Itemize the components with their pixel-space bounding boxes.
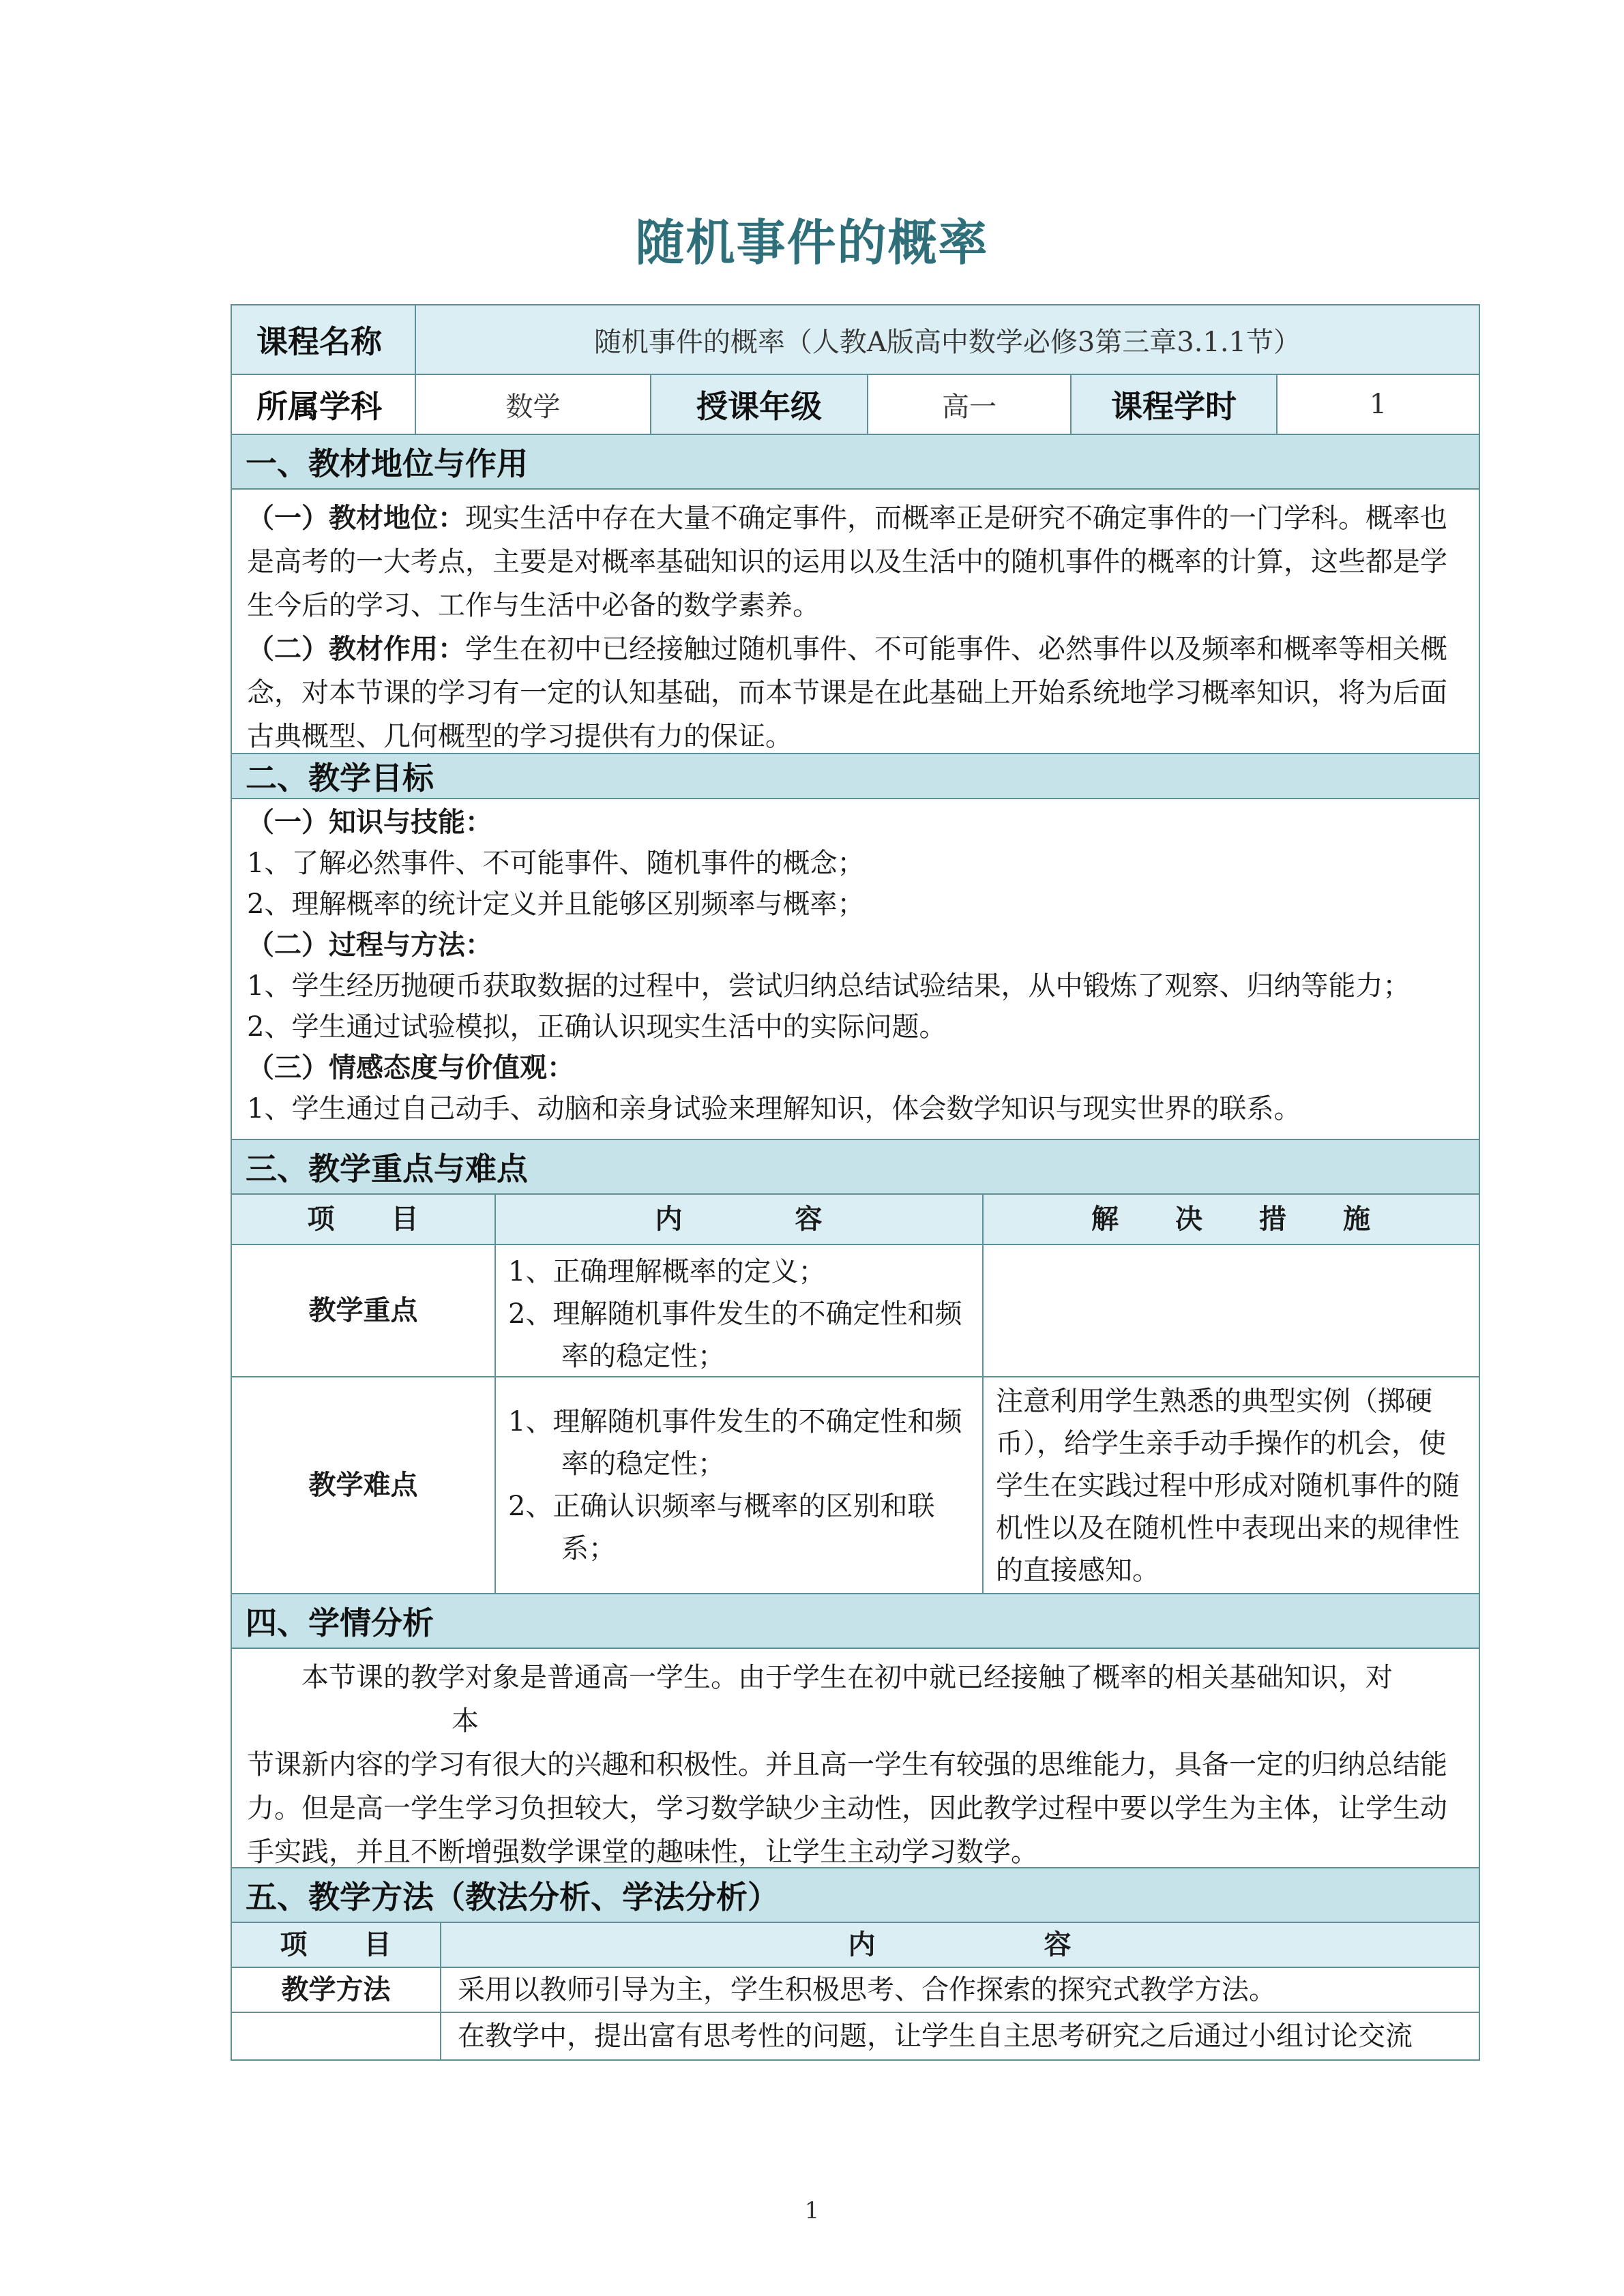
methods-row [232,2012,1479,2059]
lesson-plan-table [231,304,1480,2061]
course-name-value: 随机事件的概率（人教A版高中数学必修3第三章3.1.1节） [415,305,1479,374]
emotion-item: 1、学生通过自己动手、动脑和亲身试验来理解知识，体会数学知识与现实世界的联系。 [247,1093,1301,1124]
knowledge-skills-heading: （一）知识与技能： [247,807,492,838]
grade-value: 高一 [867,375,1070,434]
key-point-row [232,1244,1479,1376]
learner-analysis-line: 本节课的教学对象是普通高一学生。由于学生在初中就已经接触了概率的相关基础知识，对 [301,1662,1393,1693]
key-points-col-solution: 解 决 措 施 [982,1195,1479,1244]
section-heading-textbook: 一、教材地位与作用 [232,434,1479,488]
difficulty-solution: 注意利用学生熟悉的典型实例（掷硬币），给学生亲手动手操作的机会，使学生在实践过程中形成对随机事件的随机性以及在随机性中表现出来的规律性的直接感知。 [982,1377,1479,1593]
learner-analysis-body [232,1648,1479,1867]
section-heading-objectives: 二、教学目标 [232,753,1479,798]
key-point-item: 2、理解随机事件发生的不确定性和频率的稳定性； [508,1298,962,1372]
learner-analysis-line: 本 [452,1705,479,1737]
difficulty-item: 2、正确认识频率与概率的区别和联系； [508,1491,935,1564]
key-point-content [494,1245,982,1376]
course-name-label: 课程名称 [232,305,415,374]
objectives-section-body [232,798,1479,1139]
section-heading-methods: 五、教学方法（教法分析、学法分析） [232,1867,1479,1922]
textbook-role-text: 学生在初中已经接触过随机事件、不可能事件、必然事件以及频率和概率等相关概念，对本节课的学习有一定的认知基础，而本节课是在此基础上开始系统地学习概率知识，将为后面古典概型、几何概型的学习提供有力的保证。 [247,633,1447,752]
methods-row-text: 采用以教师引导为主，学生积极思考、合作探索的探究式教学方法。 [440,1968,1479,2012]
course-info-row [232,374,1479,434]
page-number: 1 [804,2197,820,2224]
methods-row [232,1967,1479,2012]
subject-value: 数学 [415,375,650,434]
process-item: 1、学生经历抛硬币获取数据的过程中，尝试归纳总结试验结果，从中锻炼了观察、归纳等能力； [247,970,1411,1002]
methods-col-item: 项 目 [232,1923,440,1967]
section-heading-key-points: 三、教学重点与难点 [232,1139,1479,1193]
process-method-heading: （二）过程与方法： [247,929,492,961]
textbook-role-label: （二）教材作用： [247,633,465,665]
key-point-item: 1、正确理解概率的定义； [508,1256,826,1287]
difficulty-content [494,1377,982,1593]
textbook-position-paragraph [247,496,1464,627]
difficulty-item: 1、理解随机事件发生的不确定性和频率的稳定性； [508,1406,962,1480]
textbook-position-text: 现实生活中存在大量不确定事件，而概率正是研究不确定事件的一门学科。概率也是高考的一大考点，主要是对概率基础知识的运用以及生活中的随机事件的概率的计算，这些都是学生今后的学习、工作与生活中必备的数学素养。 [247,503,1447,621]
key-points-col-content: 内 容 [494,1195,982,1244]
methods-row-text: 在教学中，提出富有思考性的问题，让学生自主思考研究之后通过小组讨论交流 [440,2013,1479,2059]
methods-row-label: 教学方法 [281,1974,391,2006]
difficulty-row [232,1376,1479,1593]
textbook-position-label: （一）教材地位： [247,503,465,534]
section-heading-learner-analysis: 四、学情分析 [232,1593,1479,1648]
textbook-role-paragraph [247,627,1464,758]
hours-label: 课程学时 [1070,375,1276,434]
key-points-col-item: 项 目 [232,1195,494,1244]
grade-label: 授课年级 [650,375,867,434]
process-item: 2、学生通过试验模拟，正确认识现实生活中的实际问题。 [247,1011,947,1043]
subject-label: 所属学科 [232,375,415,434]
page-title: 随机事件的概率 [635,214,989,271]
course-name-row [232,305,1479,374]
hours-value: 1 [1276,375,1479,434]
textbook-section-body [232,488,1479,753]
methods-header-row [232,1922,1479,1967]
key-point-label: 教学重点 [308,1295,418,1326]
key-points-header-row [232,1193,1479,1244]
key-point-solution [982,1245,1479,1376]
knowledge-item: 1、了解必然事件、不可能事件、随机事件的概念； [247,848,865,879]
emotion-values-heading: （三）情感态度与价值观： [247,1052,574,1084]
difficulty-label: 教学难点 [308,1470,418,1501]
learner-analysis-line: 节课新内容的学习有很大的兴趣和积极性。并且高一学生有较强的思维能力，具备一定的归纳总结能力。但是高一学生学习负担较大，学习数学缺少主动性，因此教学过程中要以学生为主体，让学生动手实践，并且不断增强数学课堂的趣味性，让学生主动学习数学。 [247,1749,1447,1868]
knowledge-item: 2、理解概率的统计定义并且能够区别频率与概率； [247,889,865,920]
methods-row-label [232,2013,440,2059]
methods-col-content: 内 容 [440,1923,1479,1967]
